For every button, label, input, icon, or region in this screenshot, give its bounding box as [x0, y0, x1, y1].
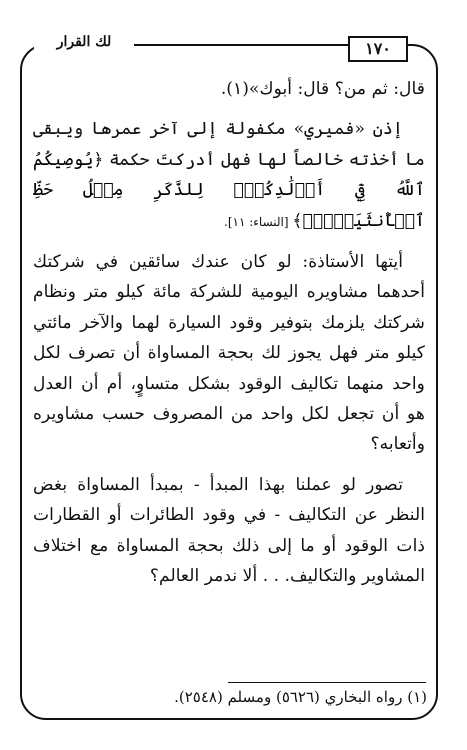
paragraph-gap — [33, 460, 425, 470]
paragraph-4: تصور لو عملنا بهذا المبدأ - بمبدأ المساواة بغض النظر عن التكاليف - في وقود الطائرات أو القطارات ذات الوقود أو ما إلى ذلك بحجة المساواة مع اختلاف المشاوير والتكاليف. . . ألا ندمر العالم؟ — [33, 474, 425, 587]
footnote: (١) رواه البخاري (٥٦٢٦) ومسلم (٢٥٤٨). — [174, 688, 427, 706]
paragraph-1: قال: ثم من؟ قال: أبوك»(١). — [220, 79, 425, 99]
quran-verse: ﴿يُوصِيكُمُ ٱللَّهُ فِيٓ أَوۡلَٰدِكُمۡۖ لِلذَّكَرِ مِثۡلُ حَظِّ ٱلۡأُنثَيَيۡنِۚ﴾ — [33, 149, 425, 231]
running-title: لك القرار — [34, 34, 134, 50]
paragraph-2-text: إذن «فميري» مكفولة إلى آخر عمرها ويبقى ما أخذته خالصاً لها فهل أدركتَ حكمة — [33, 119, 425, 170]
page-header — [0, 24, 467, 64]
page-number: ١٧٠ — [348, 36, 408, 62]
verse-citation: [النساء: ١١]. — [224, 214, 293, 229]
body-text — [33, 74, 425, 592]
paragraph-gap — [33, 237, 425, 247]
paragraph-gap — [33, 104, 425, 114]
paragraph-2 — [33, 114, 425, 237]
footnote-divider — [228, 682, 426, 683]
paragraph-3: أيتها الأستاذة: لو كان عندك سائقين في شركتك أحدهما مشاويره اليومية للشركة مائة كيلو متر ونظام شركتك يلزمك بتوفير وقود السيارة لهما والآخر مائتي كيلو متر فهل يجوز لك بحجة المساواة أن تصرف لكل واحد منهما تكاليف الوقود بشكل متساوٍ، أم أن العدل هو أن تجعل لكل واحد من المصروف حسب مشاويره وأتعابه؟ — [33, 252, 425, 455]
